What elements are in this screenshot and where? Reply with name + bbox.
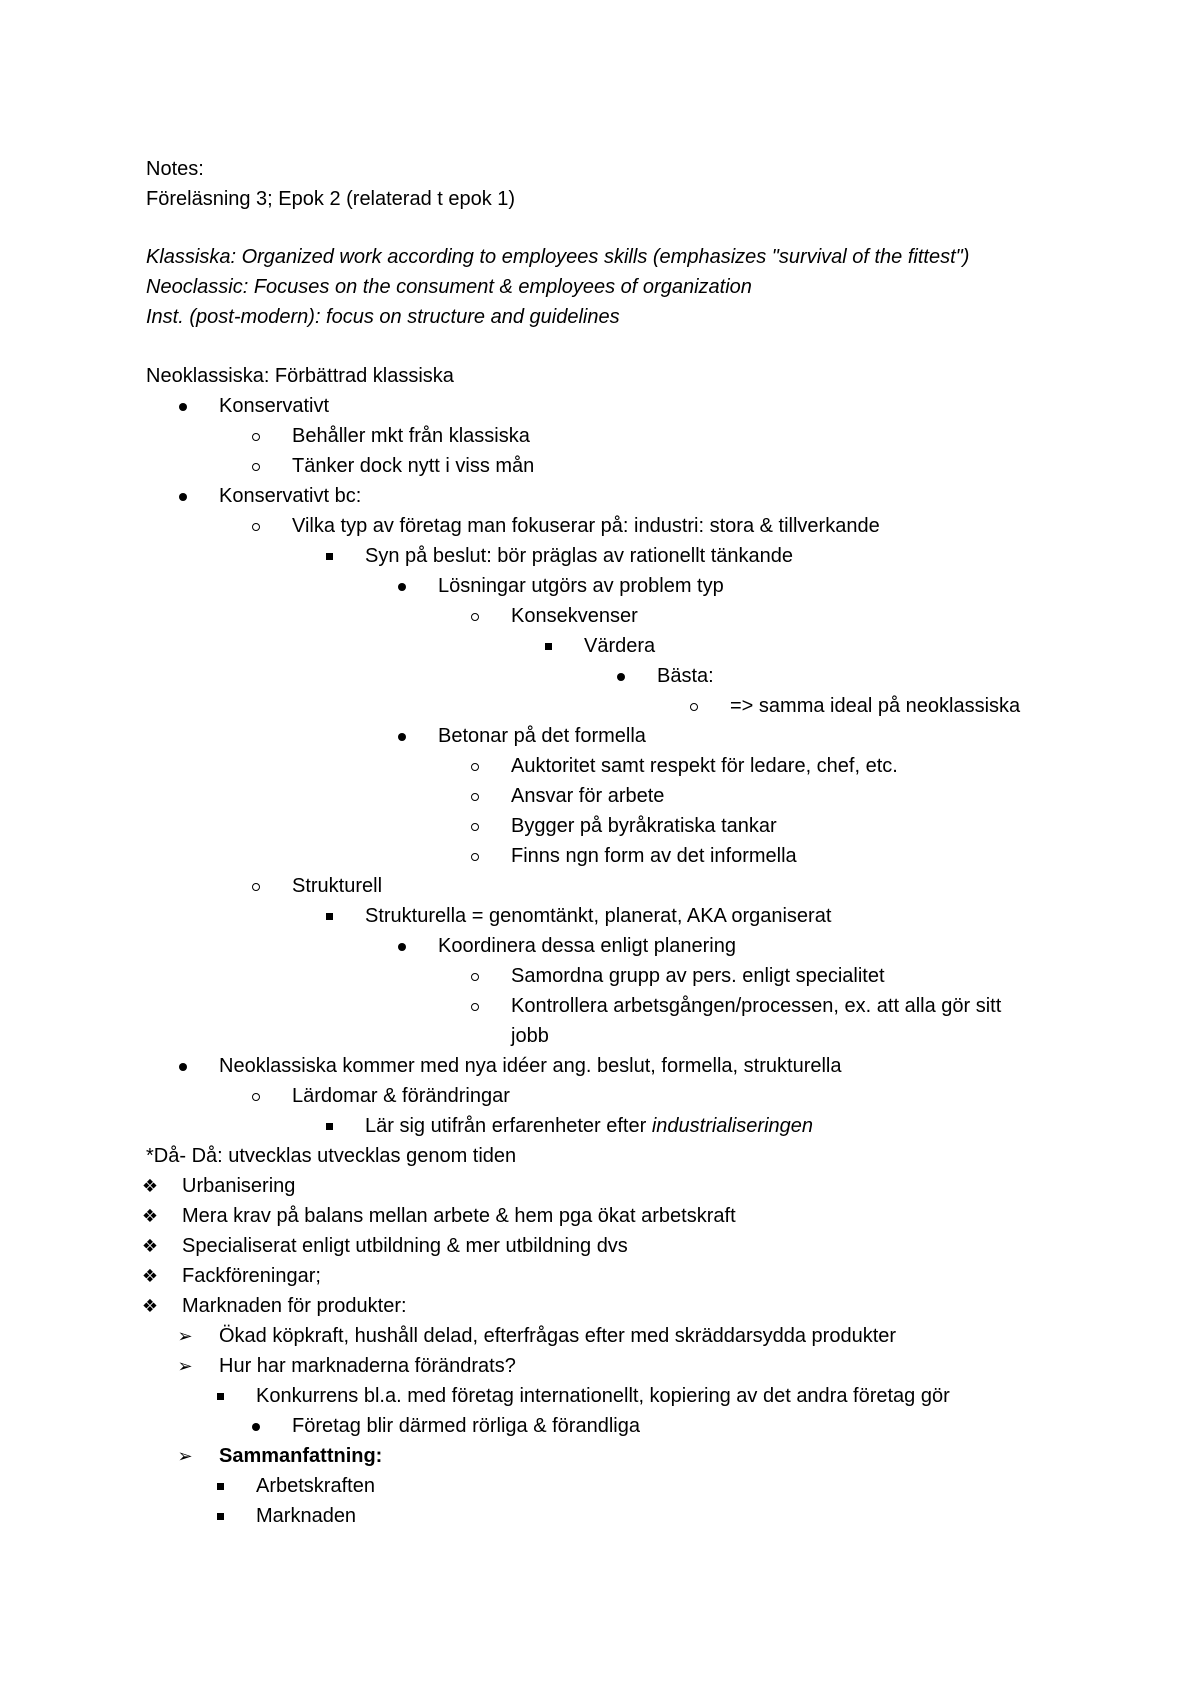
document-line: Bästa: <box>657 665 714 687</box>
document-line: Samordna grupp av pers. enligt specialitet <box>511 965 885 987</box>
document-line: Mera krav på balans mellan arbete & hem pga ökat arbetskraft <box>182 1205 736 1227</box>
bullet-square-icon <box>319 541 339 571</box>
bullet-diamond-icon: ❖ <box>141 1266 159 1286</box>
document-line: Auktoritet samt respekt för ledare, chef, etc. <box>511 755 898 777</box>
bullet-circle-icon <box>246 451 266 481</box>
bullet-dot-icon <box>246 1411 266 1441</box>
bullet-dot-icon <box>173 481 193 511</box>
document-line: Företag blir därmed rörliga & förandliga <box>292 1415 640 1437</box>
bullet-square-icon <box>210 1381 230 1411</box>
document-line: Hur har marknaderna förändrats? <box>219 1355 516 1377</box>
bullet-dot-icon <box>392 721 412 751</box>
document-line: Sammanfattning: <box>219 1445 383 1467</box>
document-line: Kontrollera arbetsgången/processen, ex. att alla gör sitt <box>511 995 1002 1017</box>
bullet-circle-icon <box>246 511 266 541</box>
document-line: Strukturell <box>292 875 383 897</box>
document-line: Värdera <box>584 635 656 657</box>
document-line: Konkurrens bl.a. med företag internationellt, kopiering av det andra företag gör <box>256 1385 950 1407</box>
bullet-circle-icon <box>246 1081 266 1111</box>
line-italic-term: industrialiseringen <box>651 1115 814 1137</box>
document-line: Föreläsning 3; Epok 2 (relaterad t epok 1) <box>146 188 516 210</box>
document-line: Vilka typ av företag man fokuserar på: industri: stora & tillverkande <box>292 515 880 537</box>
document-line: Notes: <box>146 158 204 180</box>
bullet-diamond-icon: ❖ <box>141 1206 159 1226</box>
bullet-circle-icon <box>246 421 266 451</box>
document-line: => samma ideal på neoklassiska <box>730 695 1021 717</box>
bullet-circle-icon <box>465 811 485 841</box>
bullet-arrow-icon: ➢ <box>177 1326 193 1346</box>
document-line: Marknaden <box>256 1505 357 1527</box>
bullet-arrow-icon: ➢ <box>177 1446 193 1466</box>
document-line: Koordinera dessa enligt planering <box>438 935 736 957</box>
document-line: Inst. (post-modern): focus on structure and guidelines <box>146 306 620 328</box>
bullet-square-icon <box>319 901 339 931</box>
document-line: Syn på beslut: bör präglas av rationellt tänkande <box>365 545 794 567</box>
bullet-circle-icon <box>684 691 704 721</box>
document-line: Konsekvenser <box>511 605 638 627</box>
bullet-circle-icon <box>246 871 266 901</box>
document-line: Tänker dock nytt i viss mån <box>292 455 535 477</box>
bullet-dot-icon <box>611 661 631 691</box>
bullet-square-icon <box>538 631 558 661</box>
document-line: Fackföreningar; <box>182 1265 321 1287</box>
document-line: Arbetskraften <box>256 1475 375 1497</box>
document-line: Bygger på byråkratiska tankar <box>511 815 777 837</box>
bullet-dot-icon <box>392 931 412 961</box>
document-line: Ansvar för arbete <box>511 785 665 807</box>
bullet-circle-icon <box>465 781 485 811</box>
document-line: Specialiserat enligt utbildning & mer utbildning dvs <box>182 1235 628 1257</box>
document-line: Ökad köpkraft, hushåll delad, efterfrågas efter med skräddarsydda produkter <box>219 1325 897 1347</box>
bullet-dot-icon <box>173 391 193 421</box>
bullet-square-icon <box>319 1111 339 1141</box>
document-line: Behåller mkt från klassiska <box>292 425 530 447</box>
bullet-circle-icon <box>465 601 485 631</box>
document-line: Klassiska: Organized work according to employees skills (emphasizes "survival of the fittest") <box>146 246 970 268</box>
bullet-square-icon <box>210 1501 230 1531</box>
document-line: Neoclassic: Focuses on the consument & employees of organization <box>146 276 752 298</box>
bullet-circle-icon <box>465 751 485 781</box>
document-line: Neoklassiska kommer med nya idéer ang. beslut, formella, strukturella <box>219 1055 842 1077</box>
document-line: Urbanisering <box>182 1175 296 1197</box>
document-line: jobb <box>511 1025 549 1047</box>
document-line: Finns ngn form av det informella <box>511 845 797 867</box>
document-line <box>365 1111 813 1141</box>
bullet-arrow-icon: ➢ <box>177 1356 193 1376</box>
document-line: Neoklassiska: Förbättrad klassiska <box>146 365 454 387</box>
document-line: *Då- Då: utvecklas utvecklas genom tiden <box>146 1145 517 1167</box>
bullet-square-icon <box>210 1471 230 1501</box>
document-line: Marknaden för produkter: <box>182 1295 407 1317</box>
bullet-circle-icon <box>465 991 485 1021</box>
document-line: Konservativt <box>219 395 330 417</box>
bullet-circle-icon <box>465 841 485 871</box>
bullet-diamond-icon: ❖ <box>141 1236 159 1256</box>
bullet-diamond-icon: ❖ <box>141 1296 159 1316</box>
document-line: Betonar på det formella <box>438 725 646 747</box>
document-line: Lösningar utgörs av problem typ <box>438 575 724 597</box>
bullet-dot-icon <box>392 571 412 601</box>
document-line: Lärdomar & förändringar <box>292 1085 510 1107</box>
bullet-diamond-icon: ❖ <box>141 1176 159 1196</box>
line-text: Lär sig utifrån erfarenheter efter <box>365 1115 652 1137</box>
document-line: Strukturella = genomtänkt, planerat, AKA organiserat <box>365 905 832 927</box>
bullet-circle-icon <box>465 961 485 991</box>
bullet-dot-icon <box>173 1051 193 1081</box>
document-line: Konservativt bc: <box>219 485 362 507</box>
